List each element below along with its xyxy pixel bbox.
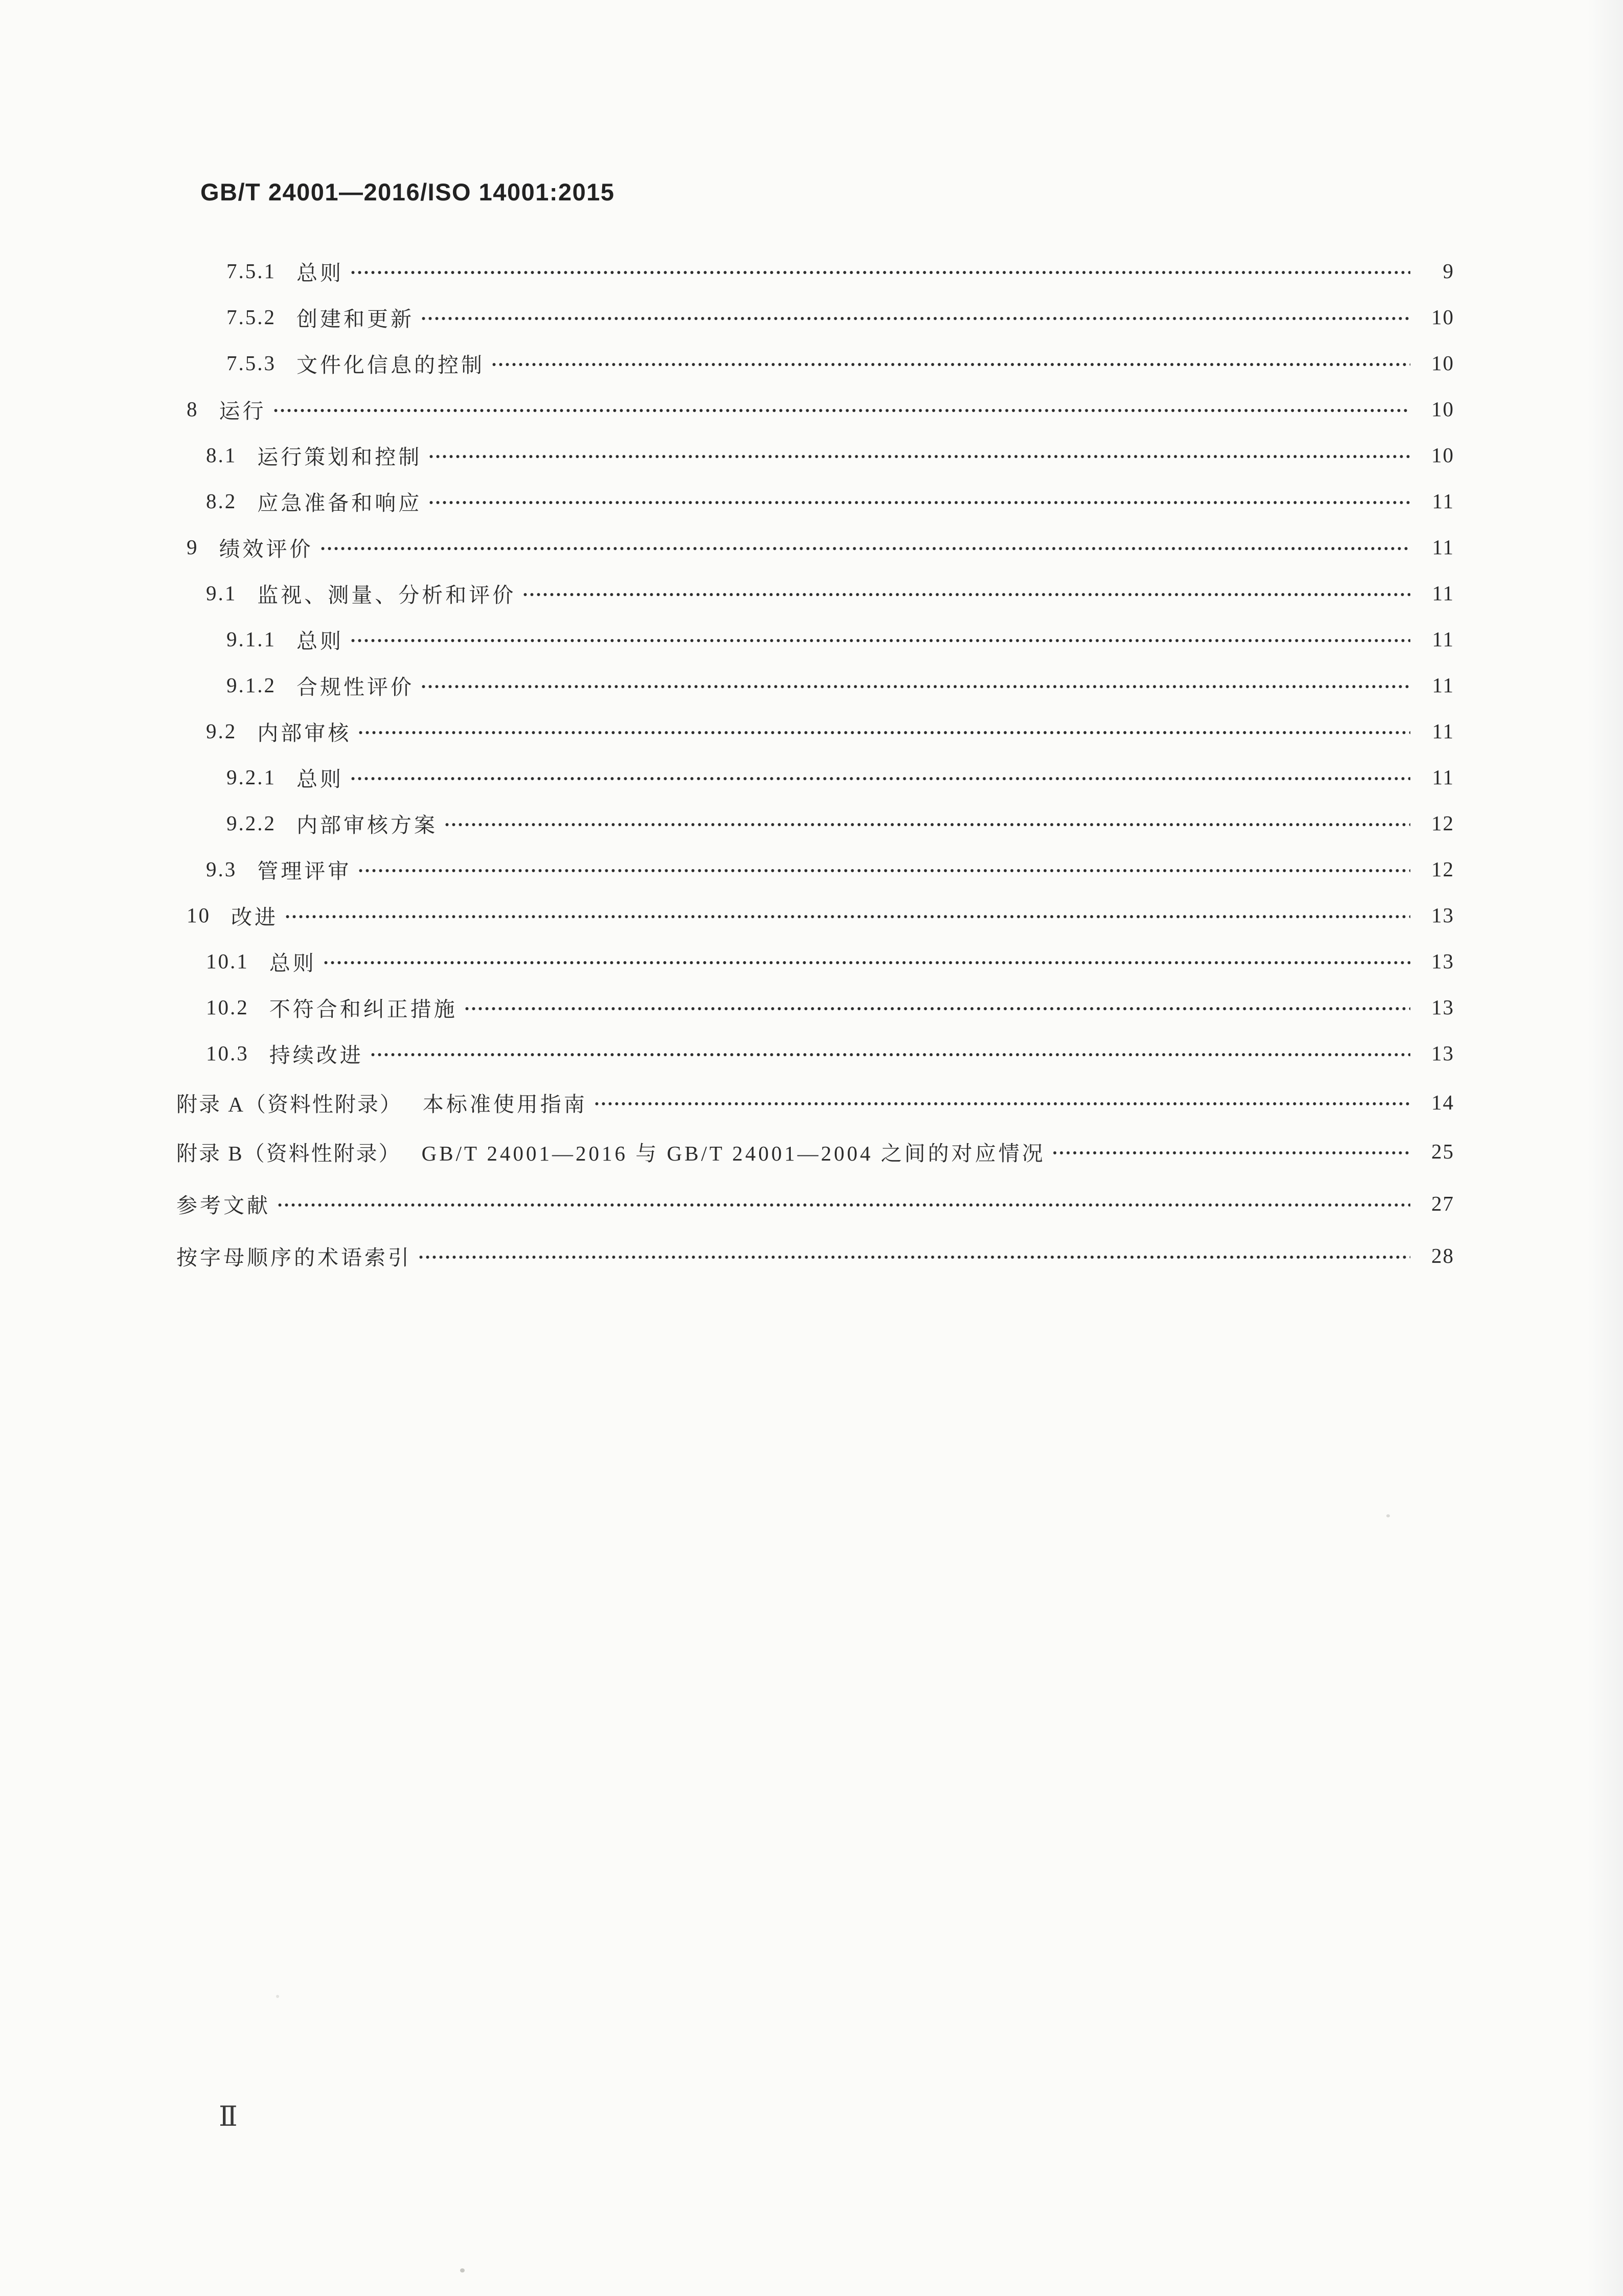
toc-dot-leader [491, 353, 1410, 376]
toc-entry-number: 8 [187, 397, 199, 421]
toc-entry-number: 附录 A（资料性附录） [176, 1092, 402, 1116]
toc-dot-leader [357, 859, 1410, 882]
toc-entry-title: GB/T 24001—2016 与 GB/T 24001—2004 之间的对应情况 [421, 1141, 1046, 1165]
toc-entry-page-number: 11 [1432, 489, 1454, 513]
toc-entry [176, 570, 1454, 616]
toc-entry-page-number: 11 [1432, 581, 1454, 605]
toc-entry-page-number: 11 [1432, 535, 1454, 559]
toc-entry-number: 10.3 [206, 1041, 249, 1065]
toc-entry-title: 运行策划和控制 [257, 445, 422, 469]
toc-entry [176, 1180, 1454, 1226]
toc-entry-page-number: 10 [1431, 305, 1454, 329]
toc-entry-title: 持续改进 [269, 1043, 363, 1067]
toc-entry-page-number: 12 [1431, 857, 1454, 881]
toc-dot-leader [350, 629, 1410, 652]
toc-entry-page-number: 11 [1432, 719, 1454, 743]
toc-entry-page-number: 10 [1431, 443, 1454, 467]
toc-dot-leader [350, 261, 1410, 284]
toc-entry-number: 8.2 [206, 489, 237, 513]
toc-entry-page-number: 9 [1443, 259, 1454, 283]
toc-entry-page-number: 14 [1431, 1090, 1454, 1114]
toc-entry-page-number: 10 [1431, 397, 1454, 421]
toc-entry-number: 7.5.3 [226, 351, 276, 375]
toc-entry-title: 本标准使用指南 [422, 1092, 587, 1116]
toc-entry-title: 改进 [231, 905, 278, 929]
toc-dot-leader [272, 399, 1411, 422]
toc-entry-number: 10 [187, 903, 211, 927]
toc-dot-leader [428, 445, 1410, 468]
toc-entry-page-number: 27 [1431, 1192, 1454, 1215]
toc-dot-leader [420, 675, 1410, 698]
toc-entry-title: 管理评审 [257, 859, 352, 883]
scan-speck [1386, 1514, 1390, 1517]
toc-entry-page-number: 11 [1432, 673, 1454, 697]
toc-entry-number: 8.1 [206, 443, 237, 467]
toc-entry-number: 9.2 [206, 719, 237, 743]
toc-entry [176, 386, 1454, 432]
toc-entry [176, 616, 1454, 662]
standard-code-header: GB/T 24001—2016/ISO 14001:2015 [200, 178, 615, 206]
toc-entry-number: 9.2.2 [226, 811, 276, 835]
toc-entry-title: 按字母顺序的术语索引 [176, 1245, 412, 1269]
toc-entry [176, 1079, 1454, 1125]
toc-entry [176, 846, 1454, 892]
toc-entry-number: 10.2 [206, 995, 249, 1019]
table-of-contents [176, 248, 1454, 1279]
toc-entry-title: 文件化信息的控制 [296, 353, 485, 377]
toc-entry [176, 248, 1454, 294]
toc-entry-page-number: 10 [1431, 351, 1454, 375]
toc-entry-title: 总则 [269, 951, 316, 975]
toc-entry [176, 1128, 1454, 1174]
toc-entry-title: 内部审核方案 [296, 813, 438, 837]
toc-entry-number: 7.5.1 [226, 259, 276, 283]
toc-entry-page-number: 25 [1431, 1140, 1454, 1163]
toc-entry-number: 10.1 [206, 949, 249, 973]
toc-entry [176, 662, 1454, 708]
toc-entry-title: 绩效评价 [219, 537, 313, 561]
toc-entry-number: 9 [187, 535, 199, 559]
toc-entry [176, 800, 1454, 846]
toc-entry-number: 7.5.2 [226, 305, 276, 329]
toc-entry-title: 创建和更新 [296, 307, 414, 331]
toc-dot-leader [357, 721, 1410, 744]
toc-dot-leader [323, 951, 1410, 974]
toc-dot-leader [428, 491, 1410, 514]
scan-speck [460, 2268, 465, 2272]
toc-entry-page-number: 12 [1431, 811, 1454, 835]
toc-entry-page-number: 11 [1432, 765, 1454, 789]
toc-dot-leader [420, 307, 1410, 330]
toc-dot-leader [418, 1246, 1410, 1268]
toc-entry [176, 524, 1454, 570]
toc-entry-title: 不符合和纠正措施 [269, 997, 458, 1021]
toc-entry [176, 938, 1454, 984]
toc-entry-title: 监视、测量、分析和评价 [257, 583, 516, 607]
toc-entry-page-number: 13 [1431, 995, 1454, 1019]
toc-entry-number: 9.3 [206, 857, 237, 881]
toc-dot-leader [1051, 1142, 1410, 1164]
toc-entry [176, 892, 1454, 938]
toc-entry [176, 984, 1454, 1030]
toc-entry-page-number: 13 [1431, 949, 1454, 973]
toc-entry [176, 1233, 1454, 1279]
scan-speck [276, 1995, 279, 1998]
toc-entry-title: 参考文献 [176, 1193, 270, 1217]
page-number-footer: Ⅱ [219, 2101, 238, 2132]
toc-entry-title: 合规性评价 [296, 675, 414, 699]
toc-entry-number: 附录 B（资料性附录） [176, 1141, 401, 1165]
toc-dot-leader [370, 1043, 1410, 1066]
toc-entry [176, 294, 1454, 340]
toc-dot-leader [319, 537, 1411, 560]
toc-entry [176, 432, 1454, 478]
toc-entry [176, 754, 1454, 800]
toc-entry-page-number: 13 [1431, 1041, 1454, 1065]
toc-entry [176, 1030, 1454, 1076]
toc-entry-number: 9.2.1 [226, 765, 276, 789]
toc-dot-leader [522, 583, 1410, 606]
toc-dot-leader [444, 813, 1410, 836]
toc-dot-leader [284, 905, 1410, 928]
toc-dot-leader [350, 767, 1410, 790]
toc-entry-title: 总则 [296, 767, 344, 791]
toc-dot-leader [464, 997, 1410, 1020]
toc-dot-leader [277, 1194, 1410, 1216]
toc-entry-title: 内部审核 [257, 721, 352, 745]
toc-entry-number: 9.1.2 [226, 673, 276, 697]
toc-entry-page-number: 13 [1431, 903, 1454, 927]
toc-entry [176, 708, 1454, 754]
toc-entry-title: 应急准备和响应 [257, 491, 422, 515]
toc-entry [176, 478, 1454, 524]
toc-dot-leader [593, 1093, 1410, 1115]
toc-entry-number: 9.1 [206, 581, 237, 605]
toc-entry-page-number: 28 [1431, 1244, 1454, 1267]
toc-entry-title: 总则 [296, 261, 344, 285]
toc-entry-number: 9.1.1 [226, 627, 276, 651]
toc-entry-title: 运行 [219, 399, 266, 423]
toc-entry-title: 总则 [296, 629, 344, 653]
toc-entry-page-number: 11 [1432, 627, 1454, 651]
toc-entry [176, 340, 1454, 386]
